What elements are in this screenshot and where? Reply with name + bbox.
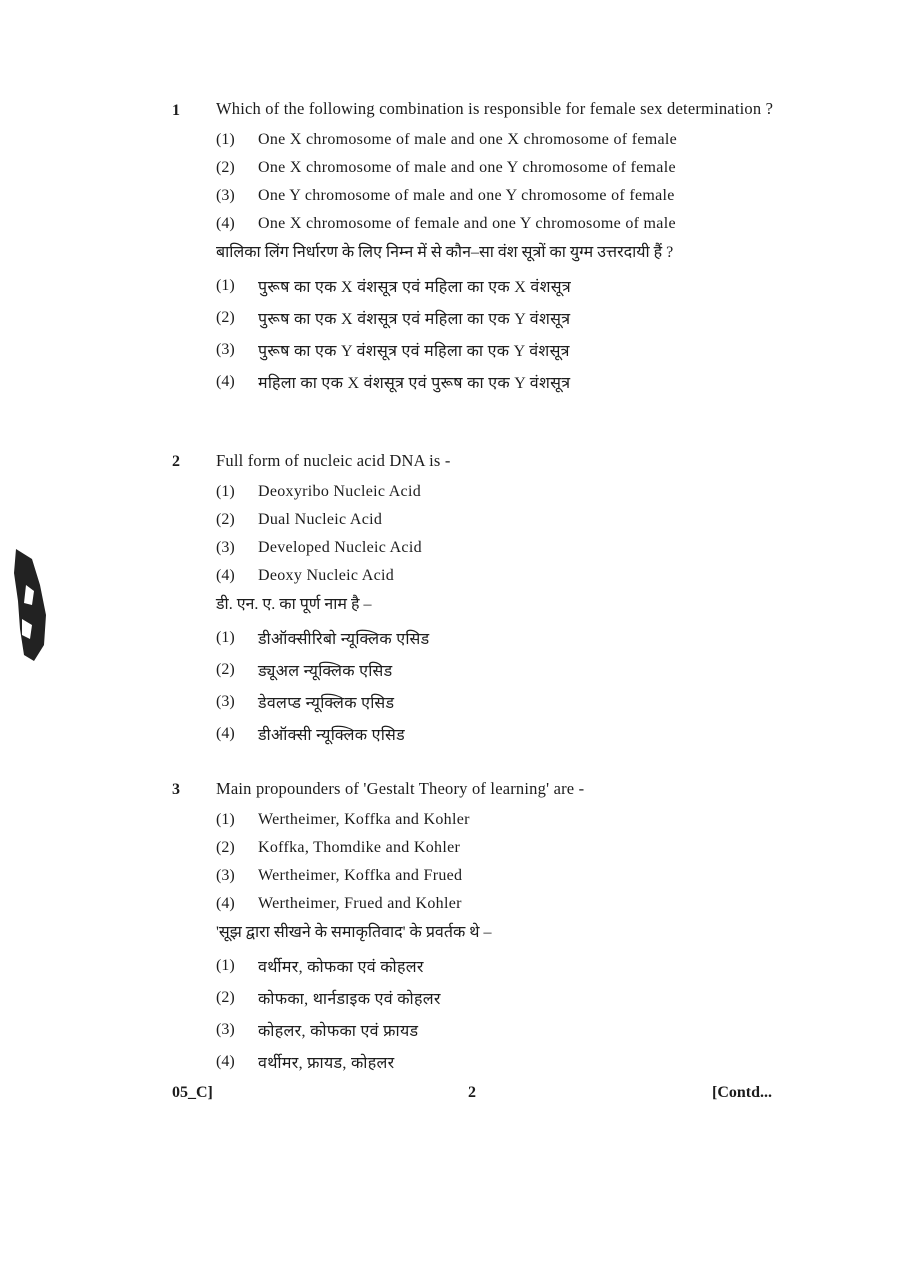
option-number: (1) <box>216 277 235 294</box>
option-number: (4) <box>216 895 235 912</box>
option-number: (1) <box>216 131 235 148</box>
question-stem-english: Main propounders of 'Gestalt Theory of learning' are - <box>216 779 585 798</box>
options-english <box>216 478 812 590</box>
option-number: (2) <box>216 839 235 856</box>
option-number: (4) <box>216 373 235 390</box>
option-4 <box>216 1046 812 1078</box>
option-4 <box>216 366 812 398</box>
option-1 <box>216 622 812 654</box>
option-number: (1) <box>216 629 235 646</box>
option-number: (2) <box>216 159 235 176</box>
option-2 <box>216 302 812 334</box>
option-1 <box>216 478 812 506</box>
option-text: डीऑक्सी न्यूक्लिक एसिड <box>258 727 405 744</box>
option-text: ड्यूअल न्यूक्लिक एसिड <box>258 663 393 680</box>
options-english <box>216 126 812 238</box>
option-4 <box>216 718 812 750</box>
question-stem-hindi: बालिका लिंग निर्धारण के लिए निम्न में से कौन–सा वंश सूत्रों का युग्म उत्तरदायी हैं ? <box>216 244 674 261</box>
option-text: कोहलर, कोफका एवं फ्रायड <box>258 1023 419 1040</box>
option-text: One X chromosome of female and one Y chromosome of male <box>258 215 676 232</box>
option-number: (3) <box>216 341 235 358</box>
option-text: Deoxyribo Nucleic Acid <box>258 483 421 500</box>
option-1 <box>216 270 812 302</box>
question-1 <box>172 98 812 398</box>
option-text: Deoxy Nucleic Acid <box>258 567 395 584</box>
option-number: (1) <box>216 957 235 974</box>
option-3 <box>216 334 812 366</box>
options-hindi <box>216 622 812 750</box>
option-2 <box>216 654 812 686</box>
option-text: Dual Nucleic Acid <box>258 511 383 528</box>
option-3 <box>216 182 812 210</box>
option-text: Wertheimer, Frued and Kohler <box>258 895 462 912</box>
option-3 <box>216 862 812 890</box>
option-number: (2) <box>216 661 235 678</box>
option-text: वर्थीमर, फ्रायड, कोहलर <box>258 1055 395 1072</box>
question-2 <box>172 450 812 750</box>
options-hindi <box>216 270 812 398</box>
option-3 <box>216 686 812 718</box>
option-2 <box>216 834 812 862</box>
option-text: पुरूष का एक Y वंशसूत्र एवं महिला का एक Y वंशसूत्र <box>258 343 570 360</box>
option-number: (4) <box>216 725 235 742</box>
option-1 <box>216 950 812 982</box>
question-3 <box>172 778 812 1078</box>
option-number: (1) <box>216 811 235 828</box>
option-number: (4) <box>216 215 235 232</box>
option-text: One X chromosome of male and one X chromosome of female <box>258 131 678 148</box>
question-number: 3 <box>172 781 180 798</box>
option-3 <box>216 1014 812 1046</box>
option-text: पुरूष का एक X वंशसूत्र एवं महिला का एक X वंशसूत्र <box>258 279 572 296</box>
question-stem-english: Which of the following combination is responsible for female sex determination ? <box>216 99 774 118</box>
option-1 <box>216 126 812 154</box>
question-number: 1 <box>172 102 180 119</box>
option-4 <box>216 890 812 918</box>
options-english <box>216 806 812 918</box>
option-text: One X chromosome of male and one Y chromosome of female <box>258 159 676 176</box>
option-1 <box>216 806 812 834</box>
question-number: 2 <box>172 453 180 470</box>
option-text: Wertheimer, Koffka and Frued <box>258 867 463 884</box>
option-text: पुरूष का एक X वंशसूत्र एवं महिला का एक Y वंशसूत्र <box>258 311 571 328</box>
option-number: (2) <box>216 309 235 326</box>
option-number: (2) <box>216 989 235 1006</box>
option-4 <box>216 562 812 590</box>
continued-label: [Contd... <box>711 1084 772 1101</box>
option-number: (3) <box>216 187 235 204</box>
option-text: महिला का एक X वंशसूत्र एवं पुरूष का एक Y वंशसूत्र <box>258 375 571 392</box>
option-number: (1) <box>216 483 235 500</box>
option-4 <box>216 210 812 238</box>
option-number: (4) <box>216 567 235 584</box>
page-footer <box>172 1084 772 1106</box>
question-stem-hindi: डी. एन. ए. का पूर्ण नाम है – <box>216 596 372 613</box>
paper-code: 05_C] <box>172 1084 213 1101</box>
option-number: (3) <box>216 867 235 884</box>
question-stem-english: Full form of nucleic acid DNA is - <box>216 451 451 470</box>
option-2 <box>216 154 812 182</box>
option-text: डेवलप्ड न्यूक्लिक एसिड <box>258 695 395 712</box>
option-text: वर्थीमर, कोफका एवं कोहलर <box>258 959 424 976</box>
option-2 <box>216 982 812 1014</box>
option-2 <box>216 506 812 534</box>
option-text: कोफका, थार्नडाइक एवं कोहलर <box>258 991 441 1008</box>
option-text: Developed Nucleic Acid <box>258 539 422 556</box>
option-number: (2) <box>216 511 235 528</box>
option-text: Wertheimer, Koffka and Kohler <box>258 811 470 828</box>
option-text: डीऑक्सीरिबो न्यूक्लिक एसिड <box>258 631 430 648</box>
question-stem-hindi: 'सूझ द्वारा सीखने के समाकृतिवाद' के प्रवर्तक थे – <box>216 924 492 941</box>
option-number: (3) <box>216 1021 235 1038</box>
option-number: (3) <box>216 539 235 556</box>
option-3 <box>216 534 812 562</box>
option-number: (3) <box>216 693 235 710</box>
options-hindi <box>216 950 812 1078</box>
option-number: (4) <box>216 1053 235 1070</box>
page-number: 2 <box>468 1084 476 1101</box>
option-text: One Y chromosome of male and one Y chromosome of female <box>258 187 675 204</box>
option-text: Koffka, Thomdike and Kohler <box>258 839 461 856</box>
scan-artifact-mark <box>10 545 50 665</box>
